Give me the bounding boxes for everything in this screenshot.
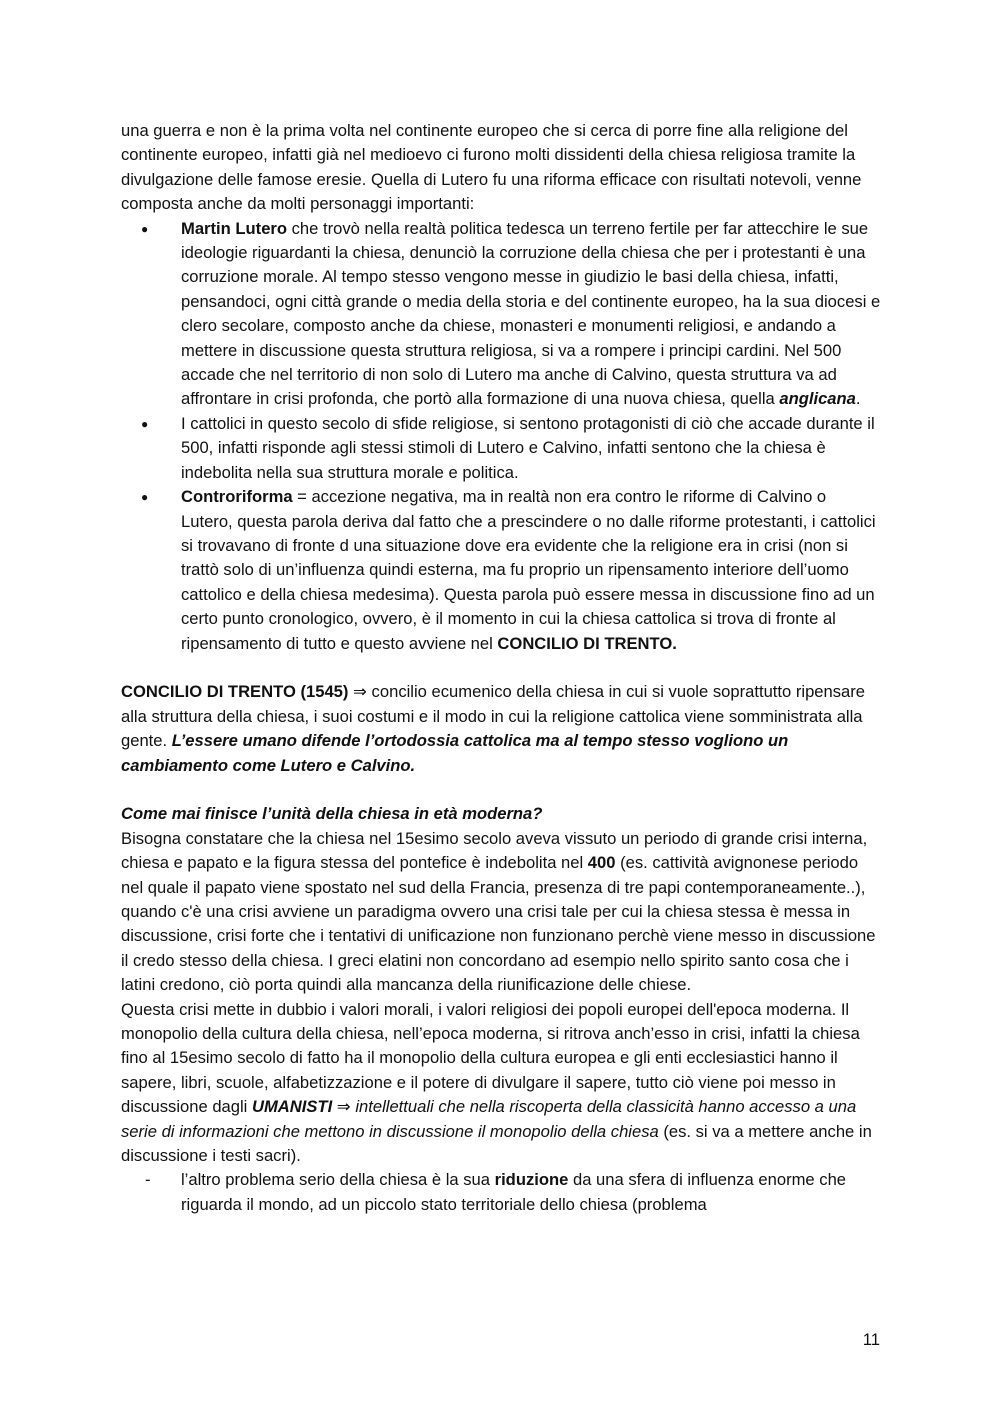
arrow-symbol: ⇒	[332, 1097, 356, 1117]
bullet-item-cattolici	[181, 412, 881, 485]
bold-term: Controriforma	[181, 487, 293, 507]
concilio-emphasis: L’essere umano difende l’ortodossia cattolica ma al tempo stesso vogliono un cambiamento come Lutero e Calvino.	[121, 731, 789, 775]
document-body	[121, 119, 881, 1217]
bold-term: riduzione	[494, 1170, 569, 1190]
bullet-list	[121, 217, 881, 656]
paragraph-text: Bisogna constatare che la chiesa nel 15esimo secolo aveva vissuto un periodo di grande crisi interna, chiesa e papato e la figura stessa del pontefice è indebolita nel	[121, 828, 868, 873]
bullet-text: che trovò nella realtà politica tedesca un terreno fertile per far attecchire le sue ideologie riguardanti la chiesa, denunciò la corruzione della chiesa che per i protestanti è una corruzione morale. Al tempo stesso vengono messe in giudizio le basi della chiesa, infatti, pensandoci, ogni città grande o media della storia e del continente europeo, ha la sua diocesi e clero secolare, composto anche da chiese, monasteri e monumenti religiosi, e andando a mettere in discussione questa struttura religiosa, si va a rompere i principi cardini. Nel 500 accade che nel territorio di non solo di Lutero ma anche di Calvino, questa struttura va ad affrontare in crisi profonda, che portò alla formazione di una nuova chiesa, quella	[181, 218, 881, 409]
blank-line	[121, 778, 881, 802]
dash-text: da una sfera di influenza enorme che riguarda il mondo, ad un piccolo stato territoriale dello chiesa (problema	[181, 1170, 847, 1214]
bullet-item-controriforma	[181, 485, 881, 656]
blank-line	[121, 656, 881, 680]
intro-paragraph: una guerra e non è la prima volta nel continente europeo che si cerca di porre fine alla religione del continente europeo, infatti già nel medioevo ci furono molti dissidenti della chiesa religiosa tramite la divulgazione delle famose eresie. Quella di Lutero fu una riforma efficace con risultati notevoli, venne composta anche da molti personaggi importanti:	[121, 121, 862, 214]
bold-italic-term: UMANISTI	[251, 1097, 333, 1117]
paragraph-text: (es. cattività avignonese periodo nel quale il papato viene spostato nel sud della Francia, presenza di tre papi contemporaneamente..), quando c'è una crisi avviene un paradigma ovvero una crisi tale per cui la chiesa stessa è messa in discussione, crisi forte che i tentativi di unificazione non funzionano perchè viene messo in discussione il credo stesso della chiesa. I greci elatini non concordano ad esempio nello spirito santo cosa che i latini credono, ciò porta quindi alla mancanza della riunificazione delle chiese.	[121, 853, 876, 995]
paragraph-text: Questa crisi mette in dubbio i valori morali, i valori religiosi dei popoli europei dell'epoca moderna. Il monopolio della cultura della chiesa, nell’epoca moderna, si ritrova anch’esso in crisi, infatti la chiesa fino al 15esimo secolo di fatto ha il monopolio della cultura europea e gli enti ecclesiastici hanno il sapere, libri, scuole, alfabetizzazione e il potere di divulgare il sapere, tutto ciò viene poi messo in discussione dagli	[121, 999, 860, 1117]
paragraph-crisi	[121, 827, 881, 998]
paragraph-text: (es. si va a mettere anche in discussione i testi sacri).	[121, 1121, 872, 1166]
bold-term: Martin Lutero	[181, 218, 288, 238]
section-heading	[121, 802, 881, 826]
bold-term-end: CONCILIO DI TRENTO.	[497, 633, 677, 653]
bold-italic-term: anglicana	[779, 389, 856, 409]
bullet-text: = accezione negativa, ma in realtà non era contro le riforme di Calvino o Lutero, questa parola deriva dal fatto che a prescindere o no dalle riforme protestanti, i cattolici si trovavano di fronte d una situazione dove era evidente che la religione era in crisi (non si trattò solo di un’influenza quindi esterna, ma fu proprio un ripensamento interiore dell’uomo cattolico e della chiesa medesima). Questa parola può essere messa in discussione fino ad un certo punto cronologico, ovvero, è il momento in cui la chiesa cattolica si trova di fronte al ripensamento di tutto e questo avviene nel	[181, 487, 876, 653]
page-number: 11	[862, 1330, 880, 1349]
bullet-text-end: .	[855, 389, 861, 409]
bullet-text: I cattolici in questo secolo di sfide religiose, si sentono protagonisti di ciò che accade durante il 500, infatti risponde agli stessi stimoli di Lutero e Calvino, infatti sentono che la chiesa è indebolita nella sua struttura morale e politica.	[181, 413, 875, 482]
concilio-paragraph	[121, 680, 881, 778]
concilio-heading: CONCILIO DI TRENTO (1545)	[121, 682, 349, 702]
dash-item	[181, 1168, 881, 1217]
dash-list	[121, 1168, 881, 1217]
dash-text: l’altro problema serio della chiesa è la sua	[181, 1170, 495, 1190]
paragraph-monopolio	[121, 998, 881, 1169]
section-heading-text: Come mai finisce l’unità della chiesa in età moderna?	[121, 804, 543, 824]
concilio-text: ⇒ concilio ecumenico della chiesa in cui si vuole soprattutto ripensare alla struttura della chiesa, i suoi costumi e il modo in cui la religione cattolica viene somministrata alla gente.	[121, 682, 866, 751]
italic-text: intellettuali che nella riscoperta della classicità hanno accesso a una serie di informazioni che mettono in discussione il monopolio della chiesa	[121, 1097, 857, 1141]
bullet-item-lutero	[181, 217, 881, 412]
bold-term: 400	[587, 853, 616, 873]
